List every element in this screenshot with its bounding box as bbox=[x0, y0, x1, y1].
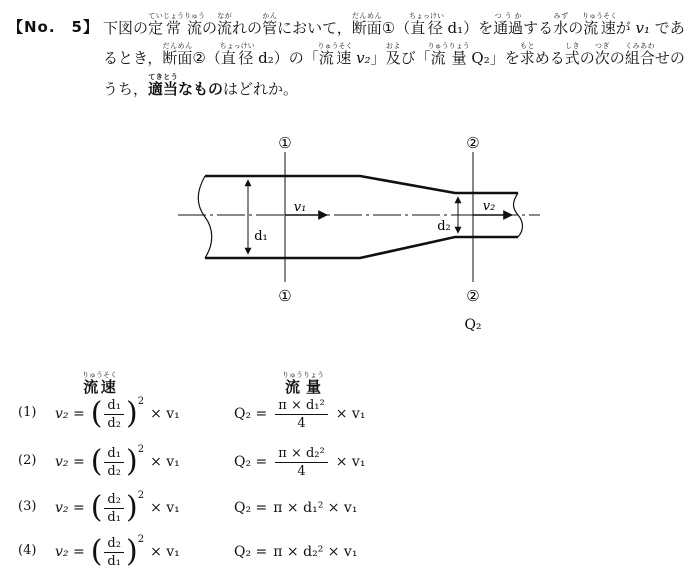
flow-formula: Q₂ = π × d₁² × v₁ bbox=[234, 500, 358, 516]
question-line-1: 下図の定てい常じょう流りゅうの流ながれの管かんにおいて，断面だんめん①（直径ちょっけい d₁）を通過つうかする水みずの流速りゅうそくが v₁ であ bbox=[103, 12, 685, 37]
v2-label: v₂ bbox=[482, 199, 496, 214]
header-flow-rate: 流量りゅうりょう bbox=[282, 371, 324, 396]
section-1-top-label: ① bbox=[278, 134, 292, 152]
question-line-3: うち，適当てきとうなものはどれか。 bbox=[103, 72, 299, 98]
d2-label: d₂ bbox=[437, 219, 451, 234]
velocity-formula: v₂ = ( $\frac{\text{d₂}}{\text{d₁}}$ ) 2 × v₁ bbox=[55, 533, 180, 569]
velocity-formula: v₂ = ( $\frac{\text{d₂}}{\text{d₁}}$ ) 2 × v₁ bbox=[55, 489, 180, 525]
v1-label: v₁ bbox=[293, 200, 307, 215]
choice-number: (3) bbox=[18, 499, 37, 514]
choice-number: (4) bbox=[18, 543, 37, 558]
section-1-bottom-label: ① bbox=[278, 287, 292, 305]
section-2-bottom-label: ② bbox=[466, 287, 480, 305]
answer-choice-1[interactable] bbox=[0, 394, 700, 434]
question-line-2: るとき，断面だんめん②（直径ちょっけい d₂）の「流速りゅうそく v₂」及および「流量りゅうりょう Q₂」を求もとめる式しきの次つぎの組合くみあわせの bbox=[103, 42, 685, 67]
pipe-bottom-wall bbox=[205, 237, 518, 258]
velocity-formula: v₂ = ( $\frac{\text{d₁}}{\text{d₂}}$ ) 2 × v₁ bbox=[55, 443, 180, 479]
pipe-left-break bbox=[198, 176, 212, 258]
question-number: 【No. 5】 bbox=[8, 18, 99, 36]
choice-number: (1) bbox=[18, 405, 37, 420]
answer-choice-2[interactable] bbox=[0, 442, 700, 482]
flow-formula: Q₂ = $\frac{\text{π × d₂²}}{4}$ × v₁ bbox=[234, 445, 366, 479]
flow-formula: Q₂ = π × d₂² × v₁ bbox=[234, 544, 358, 560]
choice-number: (2) bbox=[18, 453, 37, 468]
answer-choice-4[interactable] bbox=[0, 532, 700, 572]
flow-formula: Q₂ = $\frac{\text{π × d₁²}}{4}$ × v₁ bbox=[234, 397, 366, 431]
pipe-top-wall bbox=[205, 176, 518, 193]
q2-label: Q₂ bbox=[464, 317, 482, 333]
d1-label: d₁ bbox=[254, 229, 268, 244]
answer-choice-3[interactable] bbox=[0, 488, 700, 528]
header-velocity: 流速りゅうそく bbox=[82, 371, 117, 396]
velocity-formula: v₂ = ( $\frac{\text{d₁}}{\text{d₂}}$ ) 2 × v₁ bbox=[55, 395, 180, 431]
section-2-top-label: ② bbox=[466, 134, 480, 152]
